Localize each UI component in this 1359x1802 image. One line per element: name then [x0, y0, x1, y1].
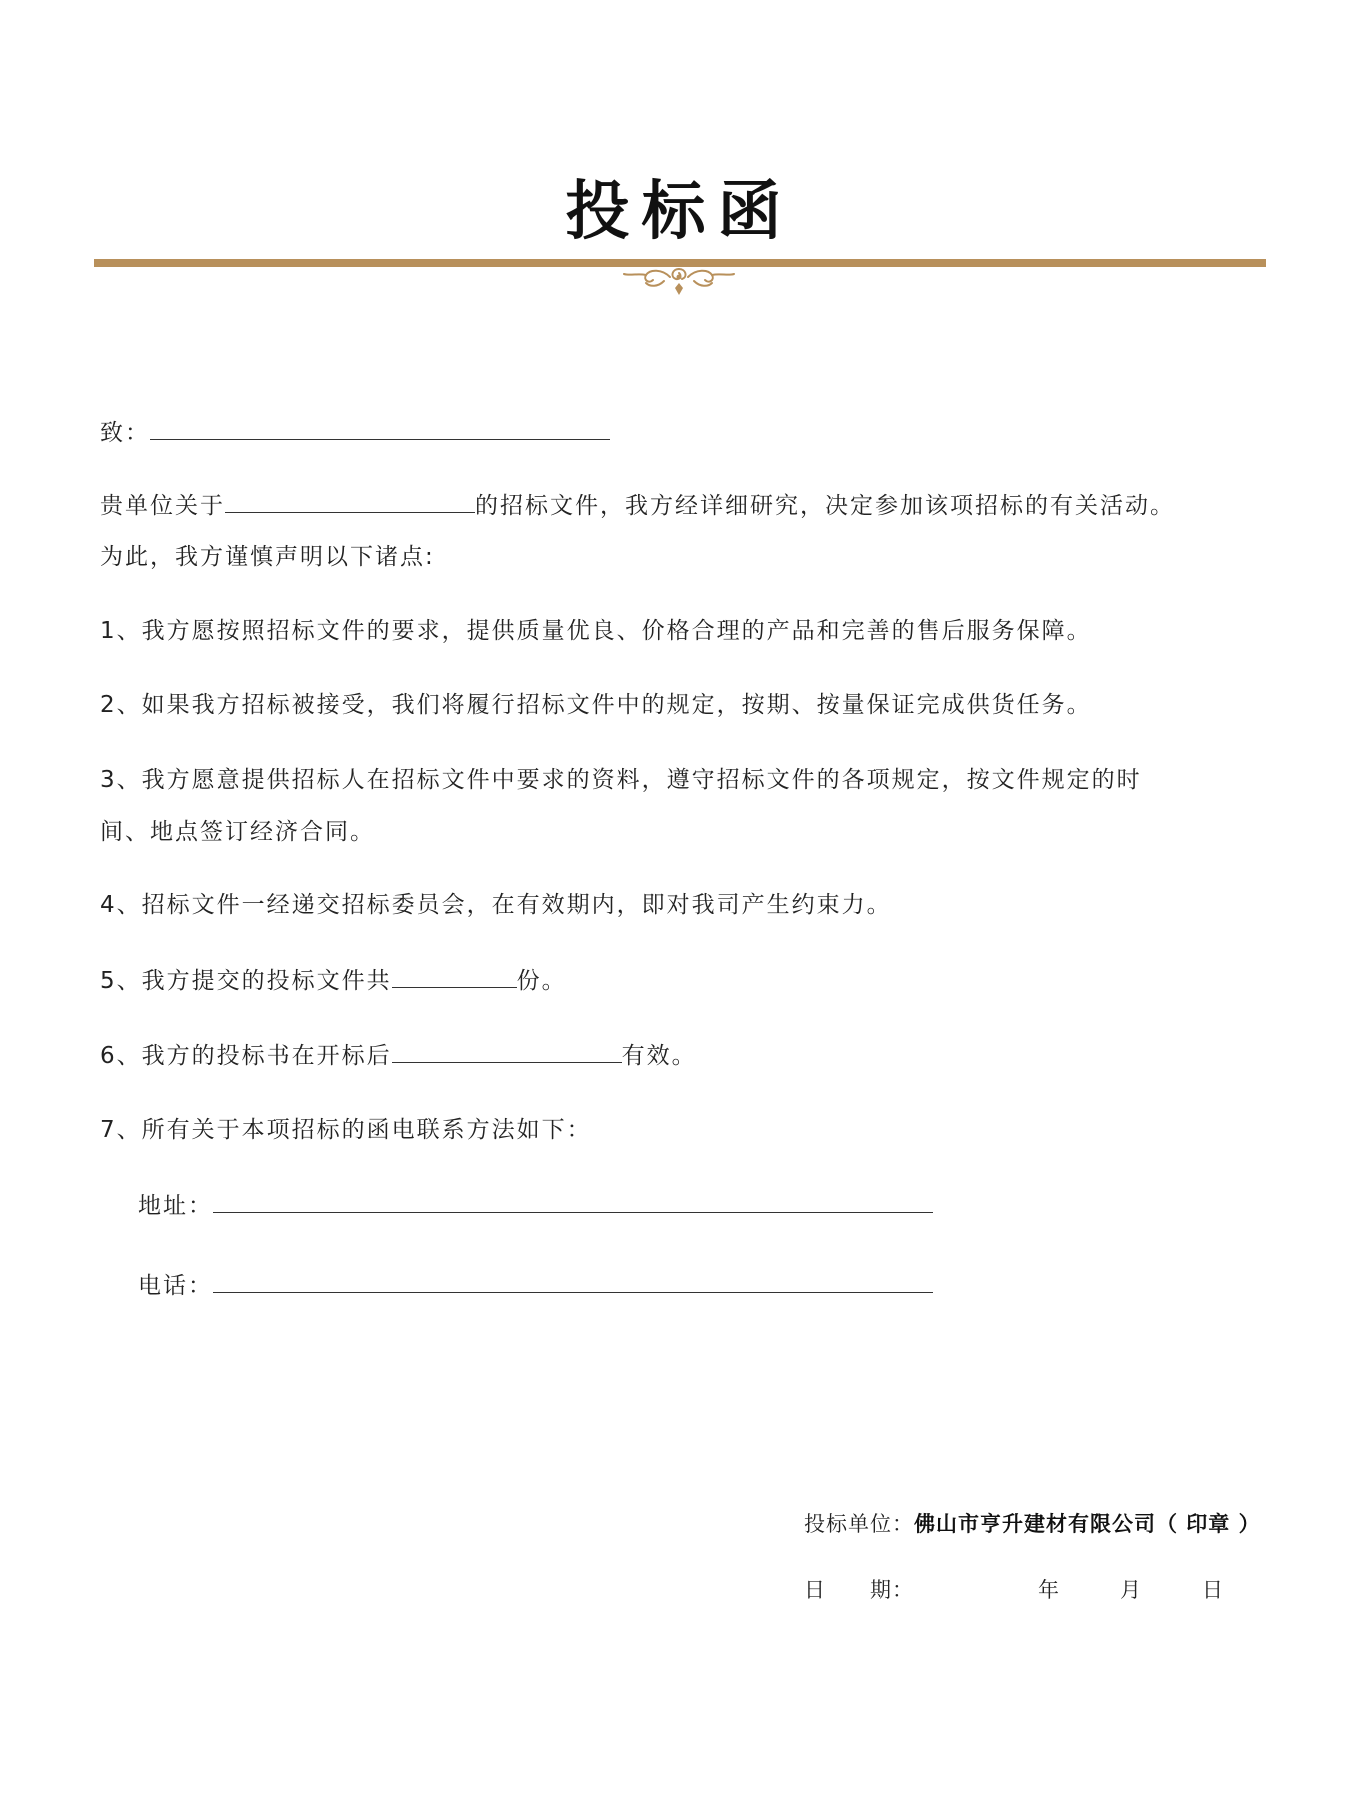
item6-text-part1: 6、我方的投标书在开标后 — [100, 1043, 392, 1069]
phone-blank[interactable] — [213, 1270, 933, 1293]
phone-label: 电话： — [138, 1273, 213, 1299]
address-line — [138, 1190, 933, 1221]
list-item-2: 2、如果我方招标被接受，我们将履行招标文件中的规定，按期、按量保证完成供货任务。 — [100, 692, 1092, 718]
list-item-6 — [100, 1040, 697, 1071]
recipient-line — [100, 417, 610, 448]
phone-line — [138, 1270, 933, 1301]
list-item-1: 1、我方愿按照招标文件的要求，提供质量优良、价格合理的产品和完善的售后服务保障。 — [100, 618, 1092, 644]
seal-note: （ 印章 ） — [1156, 1512, 1261, 1536]
list-item-5 — [100, 965, 567, 996]
list-item-3-line-1: 3、我方愿意提供招标人在招标文件中要求的资料，遵守招标文件的各项规定，按文件规定的时 — [100, 767, 1142, 793]
address-label: 地址： — [138, 1193, 213, 1219]
validity-period-blank[interactable] — [392, 1040, 622, 1063]
date-year: 年 — [1038, 1578, 1060, 1602]
project-name-blank[interactable] — [225, 490, 475, 513]
date-label: 日 期： — [804, 1578, 914, 1602]
list-item-3-line-2: 间、地点签订经济合同。 — [100, 819, 375, 845]
ornament-flourish-icon — [620, 263, 738, 297]
bidder-label: 投标单位： — [804, 1512, 914, 1536]
intro-text-part1: 贵单位关于 — [100, 493, 225, 519]
list-item-7: 7、所有关于本项招标的函电联系方法如下： — [100, 1117, 592, 1143]
address-blank[interactable] — [213, 1190, 933, 1213]
intro-line-2: 为此，我方谨慎声明以下诸点: — [100, 544, 435, 570]
document-title: 投标函 — [565, 174, 794, 249]
recipient-label: 致： — [100, 420, 150, 446]
date-month: 月 — [1120, 1578, 1142, 1602]
bidder-line — [804, 1510, 1261, 1538]
date-day: 日 — [1202, 1578, 1224, 1602]
intro-line-1 — [100, 490, 1175, 521]
recipient-blank[interactable] — [150, 417, 610, 440]
copies-count-blank[interactable] — [392, 965, 517, 988]
intro-text-part2: 的招标文件，我方经详细研究，决定参加该项招标的有关活动。 — [475, 493, 1175, 519]
item5-text-part2: 份。 — [516, 968, 567, 994]
list-item-4: 4、招标文件一经递交招标委员会，在有效期内，即对我司产生约束力。 — [100, 892, 892, 918]
item6-text-part2: 有效。 — [621, 1043, 697, 1069]
company-name: 佛山市亨升建材有限公司 — [914, 1512, 1156, 1536]
item5-text-part1: 5、我方提交的投标文件共 — [100, 968, 392, 994]
